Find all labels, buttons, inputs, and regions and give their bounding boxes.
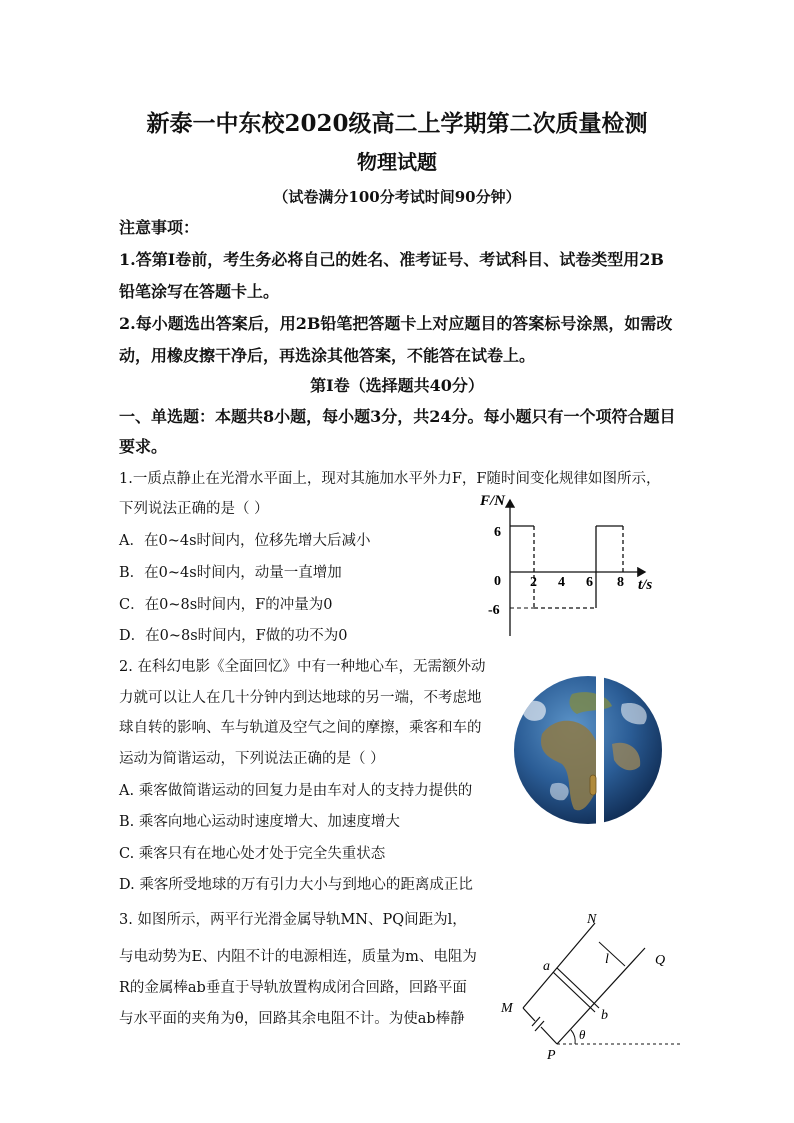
spacing-indicator bbox=[599, 942, 625, 966]
q3-rails-diagram bbox=[495, 908, 690, 1063]
x-tick-6: 6 bbox=[586, 575, 593, 590]
notes-heading: 注意事项： bbox=[119, 218, 200, 237]
label-b: b bbox=[601, 1008, 608, 1023]
exam-meta: （试卷满分100分考试时间90分钟） bbox=[273, 188, 521, 206]
q3-stem-line-4: 与水平面的夹角为θ，回路其余电阻不计。为使ab棒静 bbox=[119, 1011, 465, 1027]
q3-stem-line-3: R的金属棒ab垂直于导轨放置构成闭合回路，回路平面 bbox=[119, 980, 467, 996]
wire-m bbox=[523, 1008, 535, 1021]
label-n: N bbox=[587, 912, 597, 927]
q2-option-d: D. 乘客所受地球的万有引力大小与到地心的距离成正比 bbox=[119, 877, 473, 893]
q1-stem-line-1: 1.一质点静止在光滑水平面上，现对其施加水平外力F，F随时间变化规律如图所示， bbox=[119, 471, 661, 487]
note-1-line-2: 铅笔涂写在答题卡上。 bbox=[119, 282, 280, 301]
note-1-line-1: 1.答第Ⅰ卷前，考生务必将自己的姓名、准考证号、考试科目、试卷类型用2B bbox=[119, 250, 664, 269]
exam-title: 新泰一中东校2020级高二上学期第二次质量检测 bbox=[146, 110, 648, 137]
x-axis-label: t/s bbox=[638, 577, 653, 593]
subject-title: 物理试题 bbox=[357, 150, 437, 174]
q2-option-a: A. 乘客做简谐运动的回复力是由车对人的支持力提供的 bbox=[119, 783, 473, 799]
capsule-icon bbox=[590, 775, 596, 795]
y-tick-neg6: -6 bbox=[488, 603, 500, 618]
y-axis-label: F/N bbox=[480, 493, 506, 509]
rod-ab bbox=[557, 968, 599, 1008]
q1-force-time-graph bbox=[470, 488, 670, 640]
origin-label: 0 bbox=[494, 574, 501, 589]
q1-option-c: C．在0~8s时间内，F的冲量为0 bbox=[119, 597, 333, 613]
label-a: a bbox=[543, 959, 550, 974]
volume-title: 第Ⅰ卷（选择题共40分） bbox=[310, 376, 484, 395]
rail-pq bbox=[557, 948, 645, 1044]
label-l: l bbox=[605, 952, 609, 967]
label-theta: θ bbox=[579, 1027, 586, 1042]
q2-stem-line-3: 球自转的影响、车与轨道及空气之间的摩擦，乘客和车的 bbox=[119, 720, 482, 736]
earth-tunnel-image bbox=[512, 674, 664, 826]
label-p: P bbox=[547, 1048, 556, 1063]
q2-option-b: B. 乘客向地心运动时速度增大、加速度增大 bbox=[119, 814, 400, 830]
x-tick-8: 8 bbox=[617, 575, 624, 590]
q1-stem-line-2: 下列说法正确的是（ ） bbox=[119, 501, 269, 517]
rail-mn bbox=[523, 923, 595, 1008]
x-tick-4: 4 bbox=[558, 575, 565, 590]
q2-stem-line-4: 运动为简谐运动，下列说法正确的是（ ） bbox=[119, 751, 385, 767]
note-2-line-1: 2.每小题选出答案后，用2B铅笔把答题卡上对应题目的答案标号涂黑，如需改 bbox=[119, 314, 673, 333]
q3-stem-line-2: 与电动势为E、内阻不计的电源相连，质量为m、电阻为 bbox=[119, 949, 477, 965]
q1-option-a: A．在0~4s时间内，位移先增大后减小 bbox=[119, 533, 371, 549]
label-m: M bbox=[501, 1001, 513, 1016]
rod-ab-edge bbox=[553, 972, 595, 1012]
q2-stem-line-1: 2. 在科幻电影《全面回忆》中有一种地心车，无需额外动 bbox=[119, 659, 486, 675]
wire-p bbox=[541, 1027, 557, 1044]
q2-option-c: C. 乘客只有在地心处才处于完全失重状态 bbox=[119, 846, 386, 862]
q1-option-b: B．在0~4s时间内，动量一直增加 bbox=[119, 565, 342, 581]
part1-instruction-line-2: 要求。 bbox=[119, 437, 168, 456]
label-q: Q bbox=[655, 953, 666, 968]
y-tick-6: 6 bbox=[494, 525, 501, 540]
q1-option-d: D．在0~8s时间内，F做的功不为0 bbox=[119, 628, 348, 644]
q2-stem-line-2: 力就可以让人在几十分钟内到达地球的另一端，不考虑地 bbox=[119, 690, 482, 706]
note-2-line-2: 动，用橡皮擦干净后，再选涂其他答案，不能答在试卷上。 bbox=[119, 346, 536, 365]
q3-stem-line-1: 3. 如图所示，两平行光滑金属导轨MN、PQ间距为l， bbox=[119, 912, 467, 928]
theta-arc bbox=[571, 1030, 575, 1044]
part1-instruction-line-1: 一、单选题：本题共8小题，每小题3分，共24分。每小题只有一个项符合题目 bbox=[119, 407, 676, 426]
x-tick-2: 2 bbox=[530, 575, 537, 590]
